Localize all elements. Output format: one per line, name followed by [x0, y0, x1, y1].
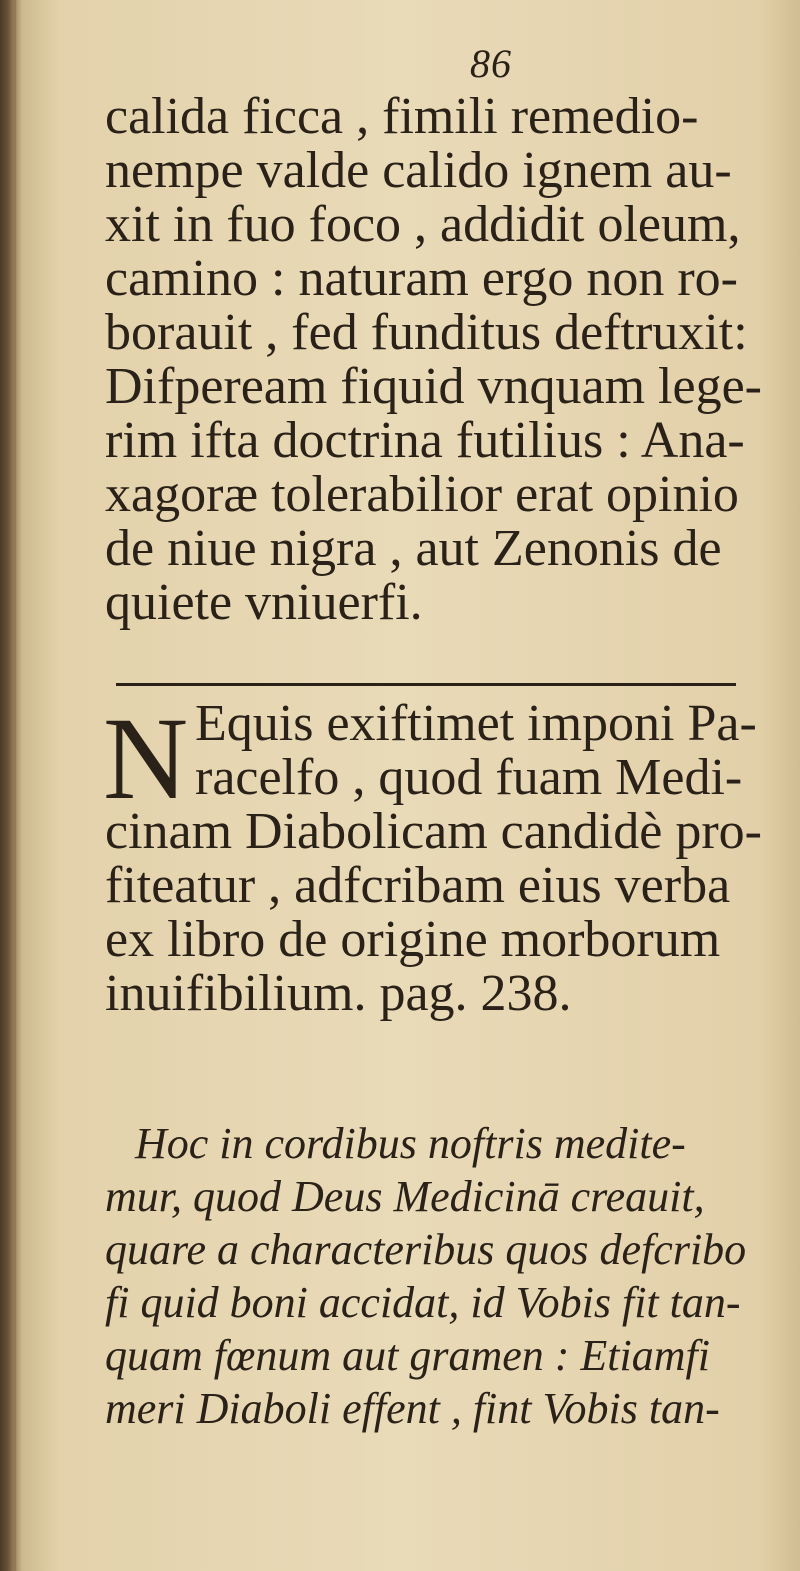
text-line: xit in fuo foco , addidit oleum, [105, 196, 741, 253]
text-line: inuifibilium. pag. 238. [105, 965, 572, 1022]
text-line: borauit , fed funditus deftruxit: [105, 304, 748, 361]
text-line: fiteatur , adfcribam eius verba [105, 857, 731, 914]
text-line: quam fœnum aut gramen : Etiamfi [105, 1331, 710, 1380]
text-line: xagoræ tolerabilior erat opinio [105, 466, 739, 523]
text-line: racelfo , quod fuam Medi- [195, 749, 743, 806]
drop-cap: N [103, 693, 189, 824]
text-line: fi quid boni accidat, id Vobis fit tan- [105, 1278, 741, 1327]
text-line: meri Diaboli effent , fint Vobis tan- [105, 1384, 720, 1433]
binding-gutter [14, 0, 16, 1571]
paragraph-2 [103, 693, 795, 1022]
text-line: nempe valde calido ignem au- [105, 142, 732, 199]
text-line: mur, quod Deus Medicinā creauit, [105, 1172, 705, 1221]
text-line: calida ficca , fimili remedio- [105, 88, 699, 145]
text-line: quiete vniuerfi. [105, 574, 423, 631]
text-line: rim ifta doctrina futilius : Ana- [105, 412, 745, 469]
section-divider [116, 683, 736, 686]
text-line: camino : naturam ergo non ro- [105, 250, 738, 307]
paragraph-1 [105, 90, 790, 630]
paragraph-3-italic-quote [105, 1117, 795, 1435]
text-line: de niue nigra , aut Zenonis de [105, 520, 722, 577]
text-line: quare a characteribus quos defcribo [105, 1225, 747, 1274]
text-line: ex libro de origine morborum [105, 911, 721, 968]
text-line: Hoc in cordibus noftris medite- [135, 1119, 686, 1168]
text-line: Difpeream fiquid vnquam lege- [105, 358, 762, 415]
text-line: Equis exiftimet imponi Pa- [195, 695, 757, 752]
page-number: 86 [470, 41, 512, 86]
text-line: cinam Diabolicam candidè pro- [105, 803, 762, 860]
